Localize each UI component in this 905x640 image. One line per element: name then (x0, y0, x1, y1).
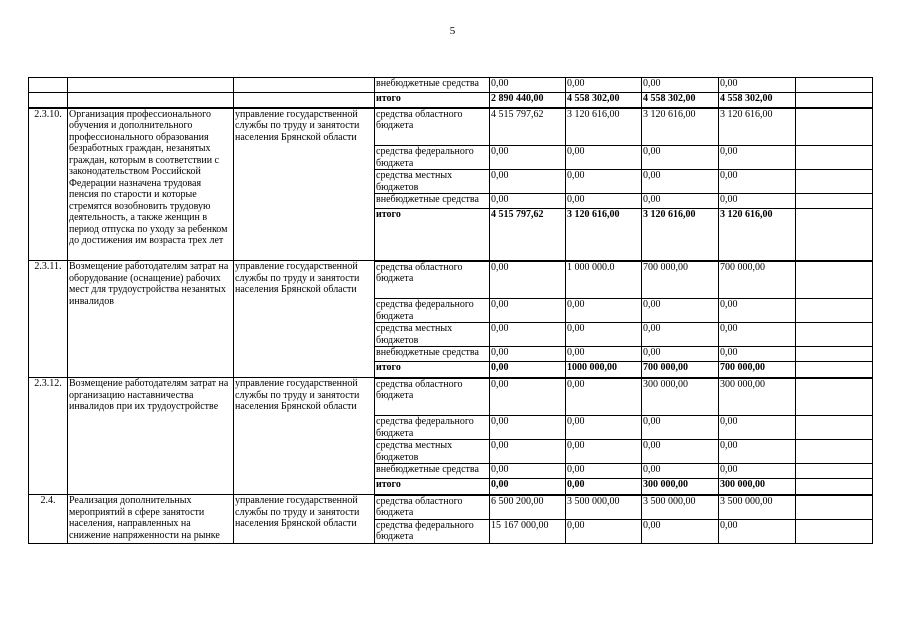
amount-cell: 3 500 000,00 (719, 495, 796, 520)
amount-cell: 0,00 (490, 464, 566, 479)
amount-cell: 0,00 (719, 78, 796, 93)
amount-cell: 0,00 (490, 362, 566, 378)
empty-cell (796, 479, 873, 495)
item-name-cell: Реализация дополнительных мероприятий в сфере занятости населения, направленных на снижение напряженности на рынке (68, 495, 234, 544)
amount-cell: 0,00 (566, 78, 642, 93)
amount-cell: 4 515 797,62 (490, 209, 566, 261)
amount-cell: 0,00 (719, 464, 796, 479)
amount-cell: 3 120 616,00 (719, 108, 796, 146)
amount-cell: 300 000,00 (642, 479, 719, 495)
amount-cell: 0,00 (490, 78, 566, 93)
amount-cell: 0,00 (490, 261, 566, 299)
amount-cell: 0,00 (719, 194, 796, 209)
amount-cell: 700 000,00 (719, 261, 796, 299)
item-number-cell: 2.4. (29, 495, 68, 544)
item-number-cell: 2.3.11. (29, 261, 68, 378)
item-name-cell: Организация профессионального обучения и дополнительного профессионального образования безработных граждан, незанятых граждан, которым в соответствии с законодательством Российской Федерации назначена трудовая пенсия по старости и которые стремятся возобновить трудовую деятельность, а также женщин в период отпуска по уходу за ребенком до достижения им возраста трех лет (68, 108, 234, 261)
executor-cell: управление государственной службы по труду и занятости населения Брянской области (234, 378, 375, 495)
amount-cell: 300 000,00 (719, 479, 796, 495)
amount-cell: 0,00 (642, 464, 719, 479)
amount-cell: 3 120 616,00 (642, 108, 719, 146)
table-row (29, 495, 873, 520)
empty-cell (796, 146, 873, 170)
amount-cell: 0,00 (642, 323, 719, 347)
amount-cell: 0,00 (566, 146, 642, 170)
amount-cell: 0,00 (490, 194, 566, 209)
amount-cell: 0,00 (566, 347, 642, 362)
item-name-cell (68, 78, 234, 93)
amount-cell: 0,00 (566, 170, 642, 194)
amount-cell: 0,00 (566, 323, 642, 347)
empty-cell (796, 93, 873, 108)
amount-cell: 0,00 (490, 378, 566, 416)
table-row (29, 378, 873, 416)
amount-cell: 0,00 (490, 170, 566, 194)
amount-cell: 700 000,00 (719, 362, 796, 378)
amount-cell: 0,00 (566, 440, 642, 464)
executor-cell: управление государственной службы по труду и занятости населения Брянской области (234, 495, 375, 544)
amount-cell: 0,00 (566, 416, 642, 440)
funding-source-cell: внебюджетные средства (375, 347, 490, 362)
empty-cell (796, 464, 873, 479)
amount-cell: 700 000,00 (642, 362, 719, 378)
empty-cell (796, 519, 873, 543)
empty-cell (796, 261, 873, 299)
amount-cell: 0,00 (642, 347, 719, 362)
amount-cell: 0,00 (566, 464, 642, 479)
empty-cell (796, 194, 873, 209)
amount-cell: 4 558 302,00 (719, 93, 796, 108)
amount-cell: 0,00 (566, 378, 642, 416)
amount-cell: 0,00 (566, 479, 642, 495)
amount-cell: 0,00 (490, 347, 566, 362)
funding-source-cell: средства местных бюджетов (375, 170, 490, 194)
amount-cell: 0,00 (642, 519, 719, 543)
amount-cell: 0,00 (719, 440, 796, 464)
funding-source-cell: средства областного бюджета (375, 261, 490, 299)
executor-cell (234, 93, 375, 108)
funding-source-cell: средства федерального бюджета (375, 146, 490, 170)
amount-cell: 0,00 (642, 194, 719, 209)
amount-cell: 1 000 000.0 (566, 261, 642, 299)
table-row (29, 261, 873, 299)
amount-cell: 0,00 (490, 416, 566, 440)
empty-cell (796, 78, 873, 93)
amount-cell: 0,00 (642, 440, 719, 464)
empty-cell (796, 323, 873, 347)
amount-cell: 0,00 (642, 78, 719, 93)
amount-cell: 0,00 (490, 440, 566, 464)
amount-cell: 3 120 616,00 (566, 209, 642, 261)
amount-cell: 0,00 (490, 479, 566, 495)
amount-cell: 3 120 616,00 (642, 209, 719, 261)
amount-cell: 0,00 (566, 194, 642, 209)
amount-cell: 700 000,00 (642, 261, 719, 299)
amount-cell: 0,00 (642, 299, 719, 323)
amount-cell: 0,00 (719, 323, 796, 347)
amount-cell: 0,00 (719, 416, 796, 440)
amount-cell: 0,00 (642, 170, 719, 194)
empty-cell (796, 347, 873, 362)
item-name-cell (68, 93, 234, 108)
empty-cell (796, 416, 873, 440)
empty-cell (796, 170, 873, 194)
item-number-cell: 2.3.12. (29, 378, 68, 495)
empty-cell (796, 362, 873, 378)
funding-source-cell: итого (375, 209, 490, 261)
funding-source-cell: средства местных бюджетов (375, 440, 490, 464)
table-row (29, 108, 873, 146)
item-number-cell (29, 93, 68, 108)
amount-cell: 3 500 000,00 (566, 495, 642, 520)
amount-cell: 1000 000,00 (566, 362, 642, 378)
amount-cell: 0,00 (490, 299, 566, 323)
funding-source-cell: внебюджетные средства (375, 78, 490, 93)
amount-cell: 0,00 (490, 323, 566, 347)
amount-cell: 6 500 200,00 (490, 495, 566, 520)
amount-cell: 0,00 (642, 146, 719, 170)
empty-cell (796, 209, 873, 261)
executor-cell (234, 78, 375, 93)
empty-cell (796, 495, 873, 520)
table-row (29, 78, 873, 93)
amount-cell: 0,00 (719, 347, 796, 362)
funding-source-cell: итого (375, 362, 490, 378)
executor-cell: управление государственной службы по труду и занятости населения Брянской области (234, 261, 375, 378)
amount-cell: 15 167 000,00 (490, 519, 566, 543)
budget-table (28, 77, 873, 544)
item-number-cell (29, 78, 68, 93)
funding-source-cell: итого (375, 93, 490, 108)
empty-cell (796, 440, 873, 464)
amount-cell: 0,00 (642, 416, 719, 440)
funding-source-cell: средства областного бюджета (375, 378, 490, 416)
amount-cell: 300 000,00 (642, 378, 719, 416)
amount-cell: 0,00 (719, 299, 796, 323)
funding-source-cell: средства федерального бюджета (375, 519, 490, 543)
table-row-total (29, 93, 873, 108)
item-number-cell: 2.3.10. (29, 108, 68, 261)
funding-source-cell: средства федерального бюджета (375, 416, 490, 440)
amount-cell: 3 500 000,00 (642, 495, 719, 520)
amount-cell: 3 120 616,00 (719, 209, 796, 261)
amount-cell: 2 890 440,00 (490, 93, 566, 108)
amount-cell: 300 000,00 (719, 378, 796, 416)
amount-cell: 0,00 (566, 299, 642, 323)
executor-cell: управление государственной службы по труду и занятости населения Брянской области (234, 108, 375, 261)
amount-cell: 3 120 616,00 (566, 108, 642, 146)
amount-cell: 0,00 (566, 519, 642, 543)
funding-source-cell: внебюджетные средства (375, 464, 490, 479)
amount-cell: 4 558 302,00 (642, 93, 719, 108)
amount-cell: 0,00 (490, 146, 566, 170)
empty-cell (796, 299, 873, 323)
empty-cell (796, 378, 873, 416)
amount-cell: 0,00 (719, 170, 796, 194)
amount-cell: 4 515 797,62 (490, 108, 566, 146)
item-name-cell: Возмещение работодателям затрат на организацию наставничества инвалидов при их трудоустройстве (68, 378, 234, 495)
funding-source-cell: средства местных бюджетов (375, 323, 490, 347)
item-name-cell: Возмещение работодателям затрат на оборудование (оснащение) рабочих мест для трудоустройства незанятых инвалидов (68, 261, 234, 378)
funding-source-cell: средства областного бюджета (375, 108, 490, 146)
amount-cell: 0,00 (719, 519, 796, 543)
table-body (29, 78, 873, 544)
funding-source-cell: средства федерального бюджета (375, 299, 490, 323)
funding-source-cell: внебюджетные средства (375, 194, 490, 209)
empty-cell (796, 108, 873, 146)
amount-cell: 0,00 (719, 146, 796, 170)
amount-cell: 4 558 302,00 (566, 93, 642, 108)
funding-source-cell: итого (375, 479, 490, 495)
funding-source-cell: средства областного бюджета (375, 495, 490, 520)
page-number: 5 (449, 25, 456, 37)
